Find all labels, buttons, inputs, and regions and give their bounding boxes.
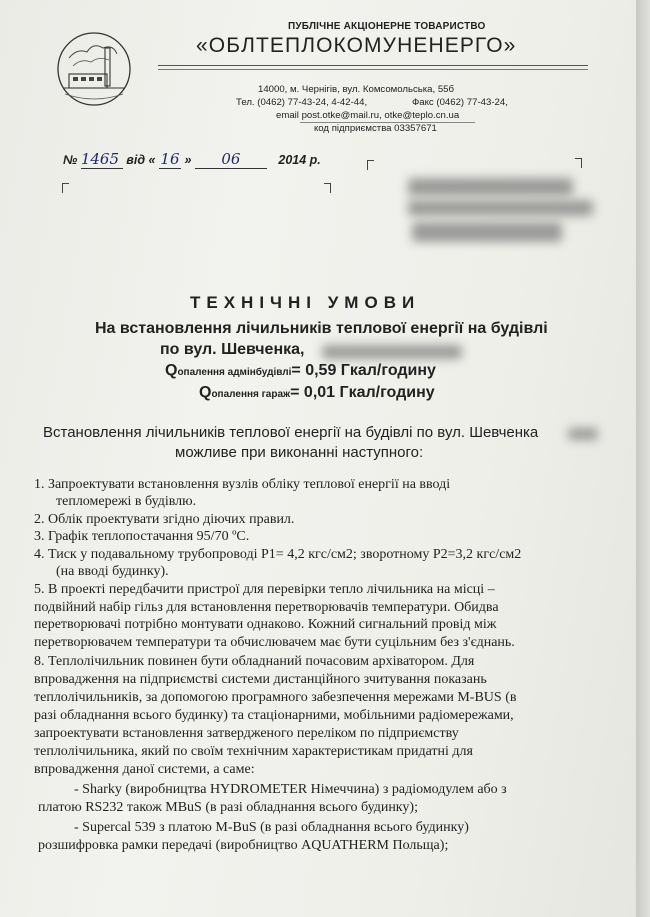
subtitle-line-1: На встановлення лічильників теплової енергії на будівлі — [95, 320, 548, 337]
ref-day-close: » — [184, 153, 192, 167]
item-8-line-7: впровадження даної системи, а саме: — [34, 762, 255, 777]
item-4-line-1: 4. Тиск у подавальному трубопроводі Р1= 4,2 кгс/см2; зворотному Р2=3,2 кгс/см2 — [34, 547, 522, 562]
item-1-line-1: 1. Запроектувати встановлення вузлів обліку теплової енергії на вводі — [34, 477, 451, 492]
item-2: 2. Облік проектувати згідно діючих правил. — [34, 512, 295, 527]
item-8-line-2: впровадження на підприємстві системи дистанційного зчитування показань — [34, 672, 487, 687]
q1-value: = 0,59 Гкал/годину — [291, 362, 436, 379]
ref-no-label: № — [63, 153, 78, 167]
q1-subscript: опалення адмінбудівлі — [177, 367, 292, 378]
item-8-line-4: разі обладнання всього будинку) та стаціонарними, мобільними радіомережами, — [34, 708, 514, 723]
item-3: 3. Графік теплопостачання 95/70 ºС. — [34, 529, 250, 544]
item-1-line-2: тепломережі в будівлю. — [56, 494, 197, 509]
sharky-line-1: - Sharky (виробництва HYDROMETER Німеччина) з радіомодулем або з — [74, 782, 507, 797]
intro-line-1: Встановлення лічильників теплової енергії на будівлі по вул. Шевченка — [43, 424, 539, 441]
item-8-line-1: 8. Теплолічильник повинен бути обладнаний почасовим архіватором. Для — [34, 654, 475, 669]
item-8-line-6: теплолічильника, який по своїм технічним характеристикам придатні для — [34, 744, 473, 759]
bracket-left-top-right — [324, 183, 331, 193]
subtitle-line-2: по вул. Шевченка, — [160, 341, 305, 358]
bracket-left-top — [62, 183, 69, 193]
item-5-line-1: 5. В проекті передбачити пристрої для перевірки тепло лічильника на місці – — [34, 582, 495, 597]
bracket-top-right — [575, 158, 582, 168]
header-divider-top — [158, 65, 588, 66]
q2-symbol: Q — [199, 384, 212, 401]
ref-from-label: від « — [126, 153, 156, 167]
redacted-building-number — [568, 428, 598, 440]
ref-year: 2014 р. — [278, 153, 321, 167]
code-underline — [300, 122, 475, 123]
intro-line-2: можливе при виконанні наступного: — [175, 444, 424, 461]
company-logo-icon — [55, 30, 133, 108]
sharky-line-2: платою RS232 також MBuS (в разі обладнання всього будинку); — [38, 800, 418, 815]
bracket-top-left — [367, 160, 374, 170]
item-5-line-2: подвійний набір гільз для встановлення перетворювачів температури. Обидва — [34, 600, 499, 615]
reference-line — [63, 150, 321, 169]
item-8-line-3: теплолічильників, за допомогою програмного забезпечення мережами M-BUS (в — [34, 690, 517, 705]
redacted-recipient-1 — [408, 178, 573, 196]
email: email post.otke@mail.ru, otke@teplo.cn.ua — [276, 110, 460, 121]
heat-load-garage — [199, 384, 435, 402]
header-divider-bottom — [158, 69, 588, 70]
ref-number: 1465 — [81, 150, 123, 169]
company-code: код підприємства 03357671 — [314, 123, 437, 134]
org-type: ПУБЛІЧНЕ АКЦІОНЕРНЕ ТОВАРИСТВО — [288, 21, 486, 32]
document-title: ТЕХНІЧНІ УМОВИ — [190, 293, 421, 312]
redacted-recipient-3 — [412, 222, 562, 242]
fax: Факс (0462) 77-43-24, — [412, 97, 508, 108]
redacted-street-number — [322, 345, 462, 359]
address: 14000, м. Чернігів, вул. Комсомольська, 55б — [258, 84, 455, 95]
supercal-line-1: - Supercal 539 з платою M-BuS (в разі обладнання всього будинку) — [74, 820, 469, 835]
phones: Тел. (0462) 77-43-24, 4-42-44, — [236, 97, 368, 108]
ref-day: 16 — [160, 150, 180, 168]
redacted-recipient-2 — [408, 200, 593, 216]
org-name: «ОБЛТЕПЛОКОМУНЕНЕРГО» — [196, 34, 517, 57]
page-edge — [636, 0, 650, 917]
q1-symbol: Q — [165, 362, 178, 379]
supercal-line-2: розшифровка рамки передачі (виробництво AQUATHERM Польща); — [38, 838, 449, 853]
q2-value: = 0,01 Гкал/годину — [290, 384, 435, 401]
ref-month: 06 — [195, 150, 267, 169]
q2-subscript: опалення гараж — [211, 389, 291, 400]
item-5-line-4: перетворювачем температури та обчислювачем має бути суцільним без з'єднань. — [34, 635, 515, 650]
item-8-line-5: запроектувати встановлення затвердженого переліком по підприємству — [34, 726, 459, 741]
item-4-line-2: (на вводі будинку). — [56, 564, 169, 579]
heat-load-admin — [165, 362, 436, 380]
item-5-line-3: перетворювачі потрібно монтувати однаково. Кожний сигнальний провід між — [34, 617, 497, 632]
